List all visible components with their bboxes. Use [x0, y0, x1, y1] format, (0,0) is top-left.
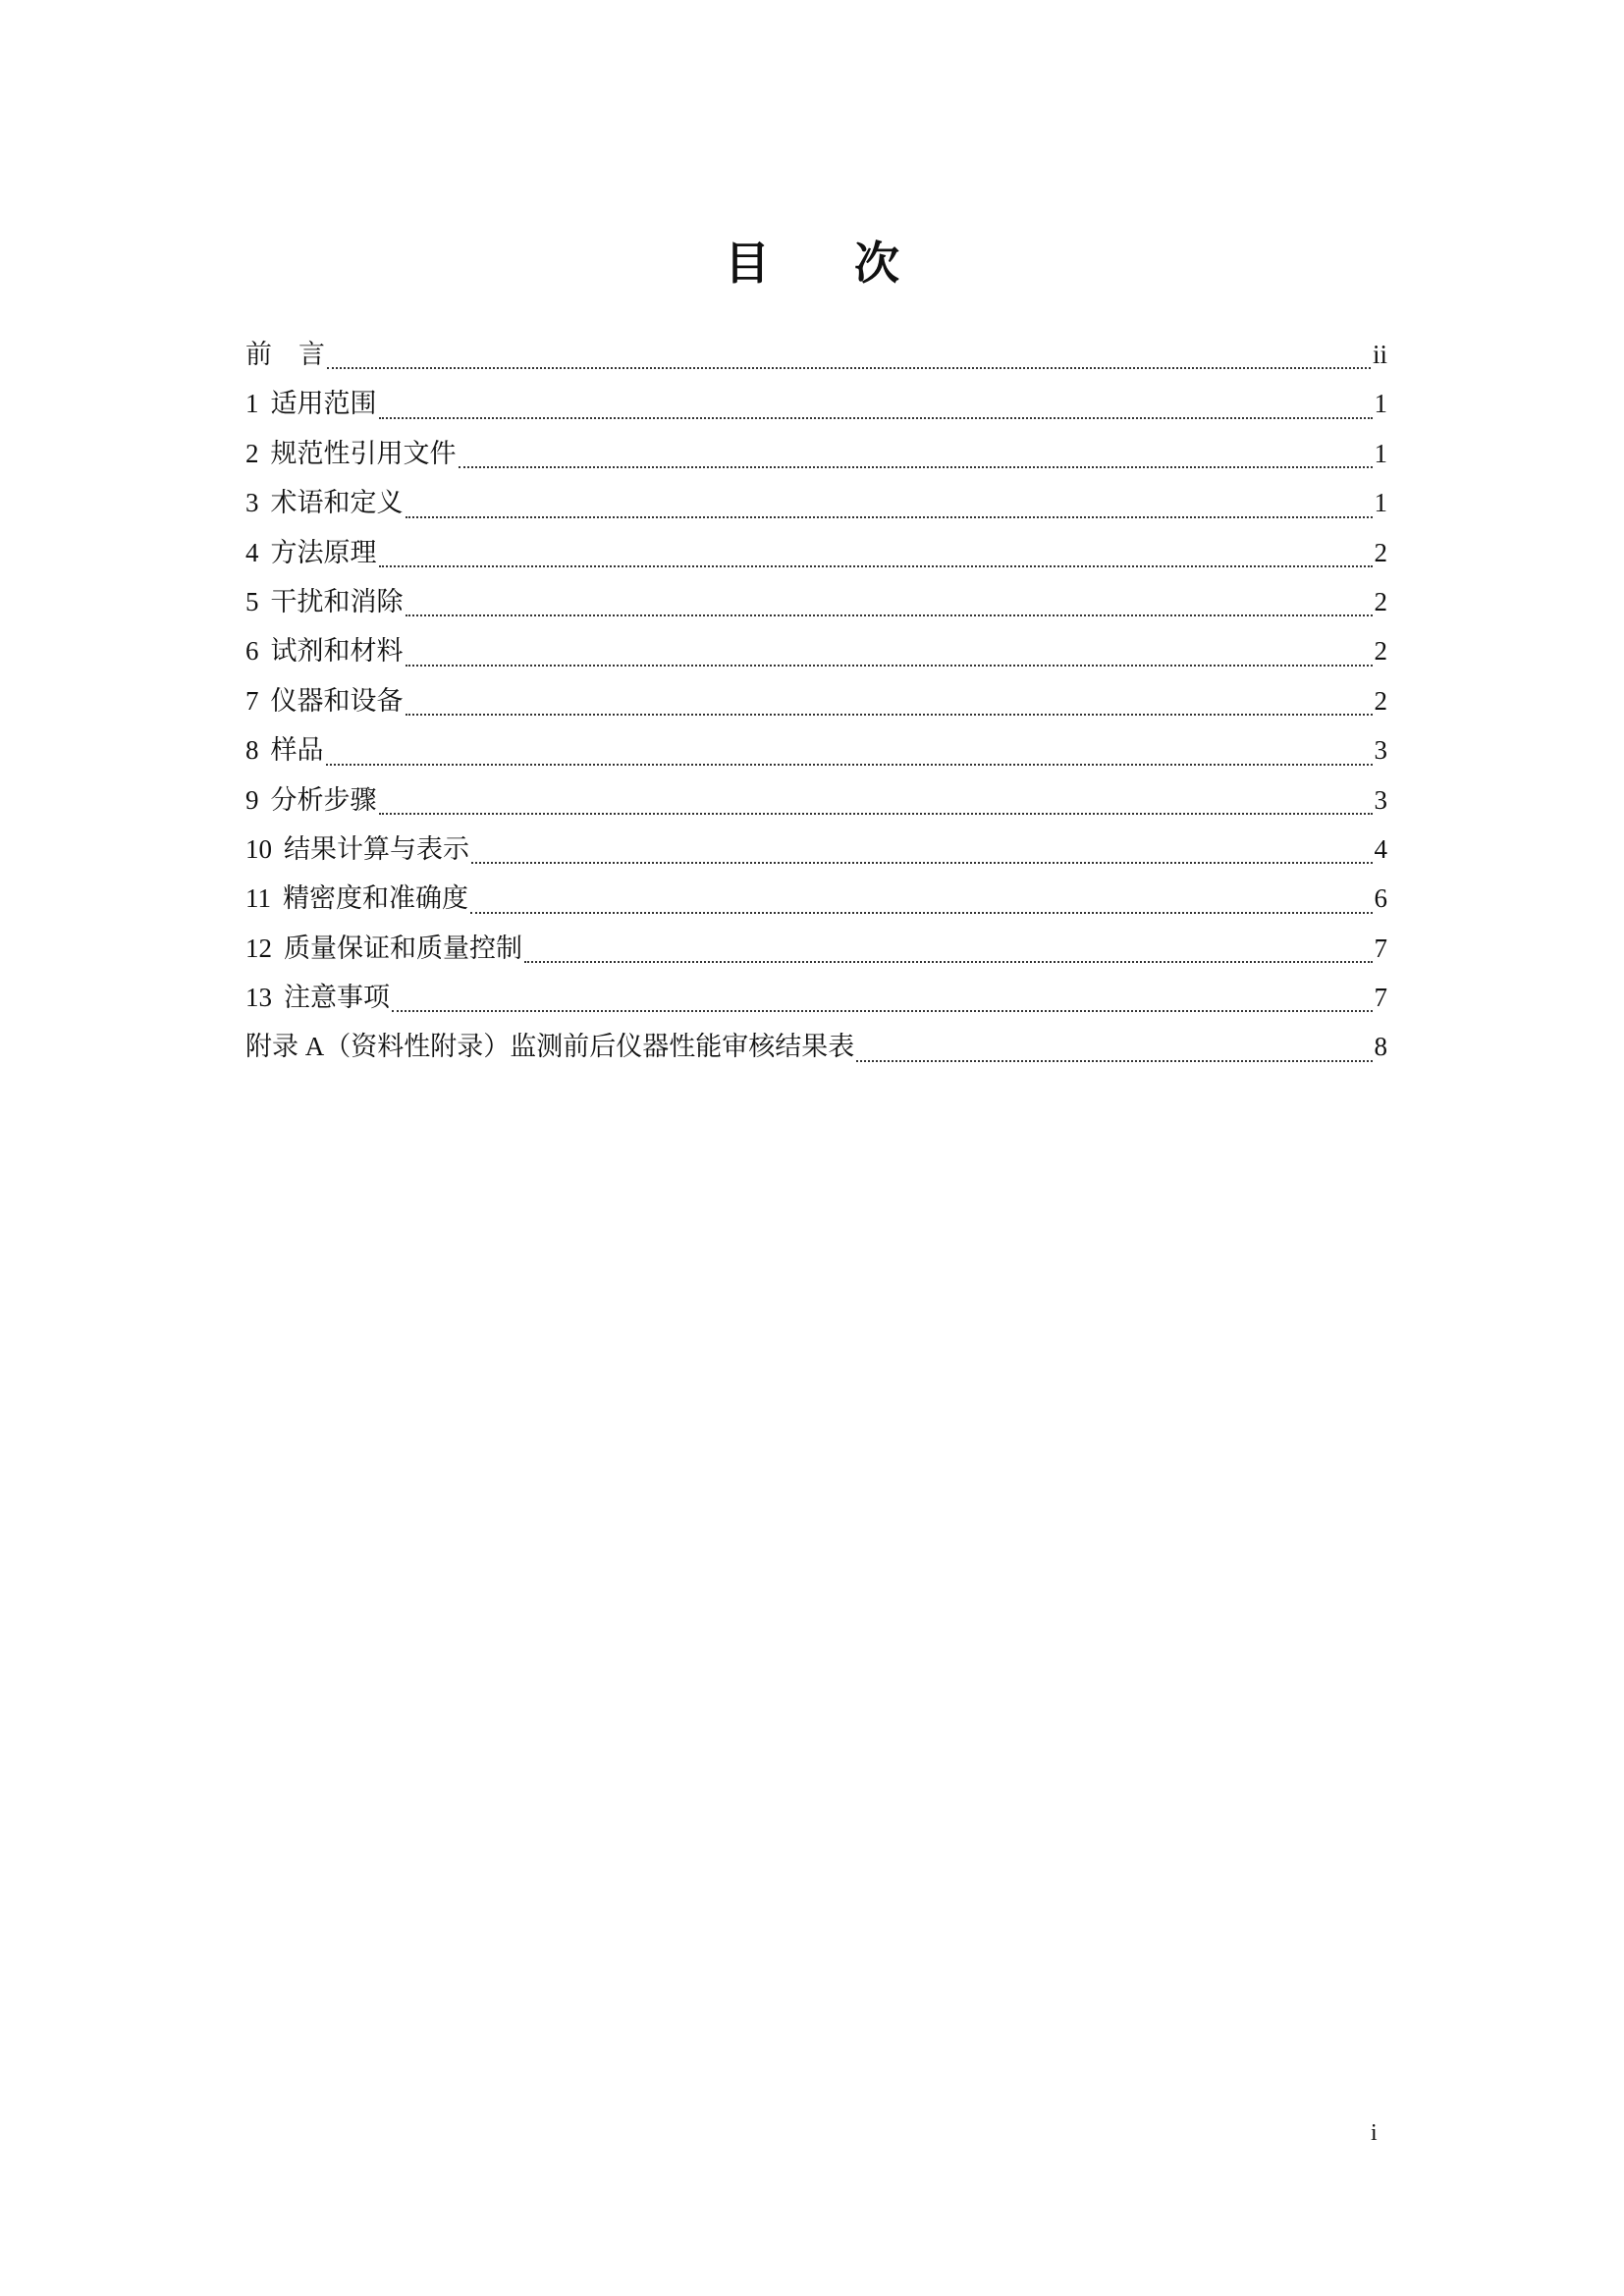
- toc-entry-label: [245, 330, 325, 379]
- toc-entry[interactable]: [245, 478, 1387, 527]
- toc-page-number: 2: [1374, 537, 1387, 567]
- toc-page-number: 1: [1374, 488, 1387, 518]
- toc-entry-label: [245, 1022, 854, 1071]
- toc-entry-text: 精密度和准确度: [283, 883, 468, 914]
- toc-entry[interactable]: [245, 973, 1387, 1022]
- toc-entry-label: [245, 825, 469, 874]
- toc-entry-number: 11: [245, 883, 271, 914]
- toc-leader-dots: [379, 813, 1373, 815]
- toc-page-number: 2: [1374, 636, 1387, 667]
- toc-entry-number: 2: [245, 438, 259, 468]
- toc-entry-number: 4: [245, 537, 259, 567]
- toc-entry-number: 13: [245, 983, 272, 1013]
- toc-entry-number: 12: [245, 933, 272, 963]
- toc-leader-dots: [327, 367, 1371, 369]
- toc-entry-label: [245, 379, 377, 428]
- title-char-1: 目: [725, 237, 770, 290]
- toc-entry-number: 5: [245, 586, 259, 616]
- toc-leader-dots: [379, 417, 1373, 419]
- toc-leader-dots: [406, 714, 1373, 716]
- toc-leader-dots: [524, 961, 1373, 963]
- toc-entry-number: 10: [245, 833, 272, 864]
- toc-entry[interactable]: [245, 528, 1387, 577]
- page-number-footer: i: [1371, 2120, 1378, 2146]
- toc-leader-dots: [326, 764, 1373, 766]
- toc-entry[interactable]: [245, 429, 1387, 478]
- toc-page-number: 4: [1374, 833, 1387, 864]
- toc-leader-dots: [856, 1060, 1372, 1062]
- toc-leader-dots: [406, 614, 1373, 616]
- toc-entry-label: [245, 775, 377, 825]
- toc-page-number: 3: [1374, 735, 1387, 766]
- toc-page-number: 1: [1374, 389, 1387, 419]
- page-title: [0, 228, 1624, 293]
- toc-page-number: ii: [1372, 339, 1387, 369]
- toc-page-number: 3: [1374, 784, 1387, 815]
- toc-entry-text: 前 言: [245, 339, 325, 369]
- toc-entry[interactable]: [245, 924, 1387, 973]
- toc-entry-text: 样品: [270, 735, 324, 766]
- toc-entry[interactable]: [245, 379, 1387, 428]
- toc-entry-text: 注意事项: [284, 983, 390, 1013]
- toc-page-number: 2: [1374, 586, 1387, 616]
- toc-entry-number: 9: [245, 784, 259, 815]
- toc-page-number: 7: [1374, 983, 1387, 1013]
- toc-entry[interactable]: [245, 330, 1387, 379]
- toc-entry-label: [245, 528, 377, 577]
- toc-leader-dots: [470, 912, 1373, 914]
- toc-page-number: 8: [1374, 1032, 1387, 1062]
- toc-entry-number: 8: [245, 735, 259, 766]
- toc-entry[interactable]: [245, 577, 1387, 626]
- toc-entry[interactable]: [245, 775, 1387, 825]
- toc-entry-text: 结果计算与表示: [284, 833, 469, 864]
- toc-entry[interactable]: [245, 676, 1387, 725]
- toc-leader-dots: [379, 565, 1373, 567]
- toc-entry-label: [245, 626, 404, 675]
- title-char-2: 次: [854, 237, 899, 290]
- toc-entry[interactable]: [245, 626, 1387, 675]
- toc-leader-dots: [459, 466, 1373, 468]
- toc-entry-text: 方法原理: [270, 537, 377, 567]
- toc-entry-text: 适用范围: [270, 389, 377, 419]
- table-of-contents: [245, 330, 1387, 1072]
- toc-entry-number: 7: [245, 685, 259, 716]
- toc-entry-text: 仪器和设备: [270, 685, 404, 716]
- toc-entry-number: 6: [245, 636, 259, 667]
- toc-entry[interactable]: [245, 874, 1387, 923]
- toc-page-number: 7: [1374, 933, 1387, 963]
- toc-entry-text: 分析步骤: [270, 784, 377, 815]
- toc-page-number: 6: [1374, 883, 1387, 914]
- toc-leader-dots: [406, 665, 1373, 667]
- toc-entry-text: 质量保证和质量控制: [284, 933, 522, 963]
- toc-leader-dots: [471, 862, 1373, 864]
- toc-entry[interactable]: [245, 725, 1387, 774]
- toc-entry-text: 术语和定义: [270, 488, 404, 518]
- toc-leader-dots: [392, 1010, 1373, 1012]
- toc-entry-label: [245, 924, 522, 973]
- toc-entry-label: [245, 429, 457, 478]
- toc-entry-label: [245, 676, 404, 725]
- toc-entry-text: 规范性引用文件: [270, 438, 457, 468]
- toc-entry-text: 干扰和消除: [270, 586, 404, 616]
- toc-entry-number: 1: [245, 389, 259, 419]
- toc-entry-number: 3: [245, 488, 259, 518]
- toc-entry-label: [245, 973, 390, 1022]
- toc-entry[interactable]: [245, 825, 1387, 874]
- toc-entry-label: [245, 577, 404, 626]
- toc-entry[interactable]: [245, 1022, 1387, 1071]
- toc-entry-text: 附录 A（资料性附录）监测前后仪器性能审核结果表: [245, 1032, 855, 1062]
- toc-leader-dots: [406, 516, 1373, 518]
- toc-entry-text: 试剂和材料: [270, 636, 404, 667]
- toc-entry-label: [245, 725, 324, 774]
- toc-page-number: 1: [1374, 438, 1387, 468]
- toc-page-number: 2: [1374, 685, 1387, 716]
- toc-entry-label: [245, 478, 404, 527]
- toc-entry-label: [245, 874, 468, 923]
